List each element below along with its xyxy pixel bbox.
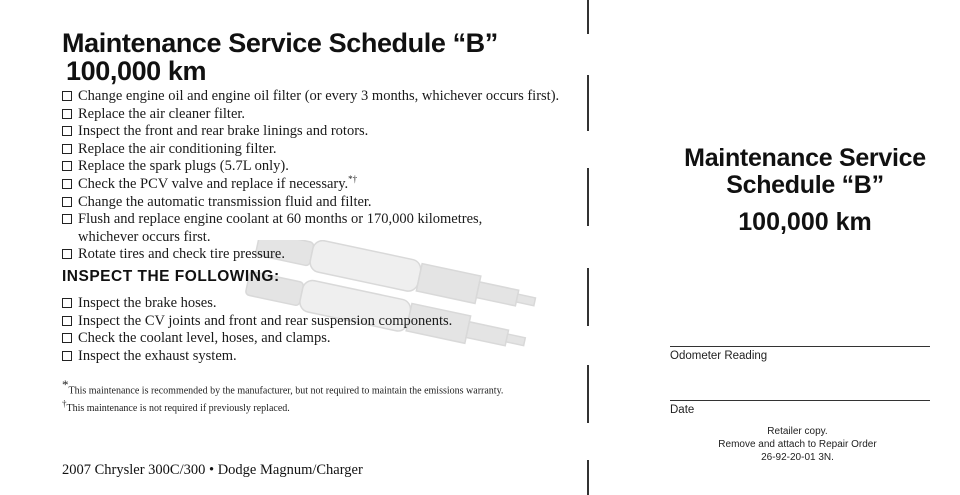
cut-line-segment	[587, 460, 589, 495]
list-item[interactable]: Inspect the front and rear brake linings and rotors.	[62, 123, 559, 141]
cut-line-segment	[587, 0, 589, 34]
footnote-replaced: †This maintenance is not required if previously replaced.	[62, 398, 290, 414]
checkbox-icon	[62, 144, 72, 154]
cut-line-segment	[587, 365, 589, 423]
inspect-heading: INSPECT THE FOLLOWING:	[62, 268, 280, 285]
checkbox-icon	[62, 333, 72, 343]
checkbox-icon	[62, 91, 72, 101]
date-label: Date	[670, 404, 695, 416]
tearoff-title: Maintenance Service Schedule “B”	[684, 144, 926, 199]
checkbox-icon	[62, 298, 72, 308]
checkbox-icon	[62, 351, 72, 361]
list-item[interactable]: Inspect the CV joints and front and rear suspension components.	[62, 313, 452, 331]
inspect-checklist	[62, 295, 452, 365]
list-item[interactable]: Change engine oil and engine oil filter (or every 3 months, whichever occurs first).	[62, 88, 559, 106]
service-checklist	[62, 88, 559, 264]
tearoff-km: 100,000 km	[738, 208, 872, 236]
list-item[interactable]: Replace the air cleaner filter.	[62, 106, 559, 124]
checkbox-icon	[62, 126, 72, 136]
checkbox-icon	[62, 161, 72, 171]
checkbox-icon	[62, 109, 72, 119]
title-line-2: 100,000 km	[66, 56, 207, 86]
list-item[interactable]: Replace the air conditioning filter.	[62, 141, 559, 159]
list-item[interactable]: Inspect the brake hoses.	[62, 295, 452, 313]
list-item[interactable]: Rotate tires and check tire pressure.	[62, 246, 559, 264]
list-item[interactable]: Replace the spark plugs (5.7L only).	[62, 158, 559, 176]
list-item[interactable]: Check the coolant level, hoses, and clamps.	[62, 330, 452, 348]
checkbox-icon	[62, 197, 72, 207]
odometer-label: Odometer Reading	[670, 350, 768, 362]
list-item[interactable]: Check the PCV valve and replace if necessary.*†	[62, 176, 559, 194]
title-line-1: Maintenance Service Schedule “B”	[62, 28, 498, 58]
page-title	[62, 29, 498, 85]
retailer-note: Retailer copy. Remove and attach to Repair Order 26-92-20-01 3N.	[718, 426, 877, 463]
cut-line-segment	[587, 75, 589, 131]
checkbox-icon	[62, 316, 72, 326]
checkbox-icon	[62, 214, 72, 224]
footnote-emissions: *This maintenance is recommended by the manufacturer, but not required to maintain the emissions warranty.	[62, 377, 504, 397]
list-item[interactable]: Inspect the exhaust system.	[62, 348, 452, 366]
odometer-line[interactable]	[670, 346, 930, 347]
list-item[interactable]: Flush and replace engine coolant at 60 months or 170,000 kilometres,	[62, 211, 559, 229]
list-item[interactable]: Change the automatic transmission fluid and filter.	[62, 194, 559, 212]
checkbox-icon	[62, 179, 72, 189]
list-item-continuation: whichever occurs first.	[78, 228, 211, 245]
cut-line-segment	[587, 168, 589, 226]
page-footer: 2007 Chrysler 300C/300 • Dodge Magnum/Charger	[62, 462, 363, 478]
cut-line-segment	[587, 268, 589, 326]
retailer-tearoff	[590, 0, 960, 495]
date-line[interactable]	[670, 400, 930, 401]
footnote-marks: *†	[348, 174, 358, 185]
checkbox-icon	[62, 249, 72, 259]
